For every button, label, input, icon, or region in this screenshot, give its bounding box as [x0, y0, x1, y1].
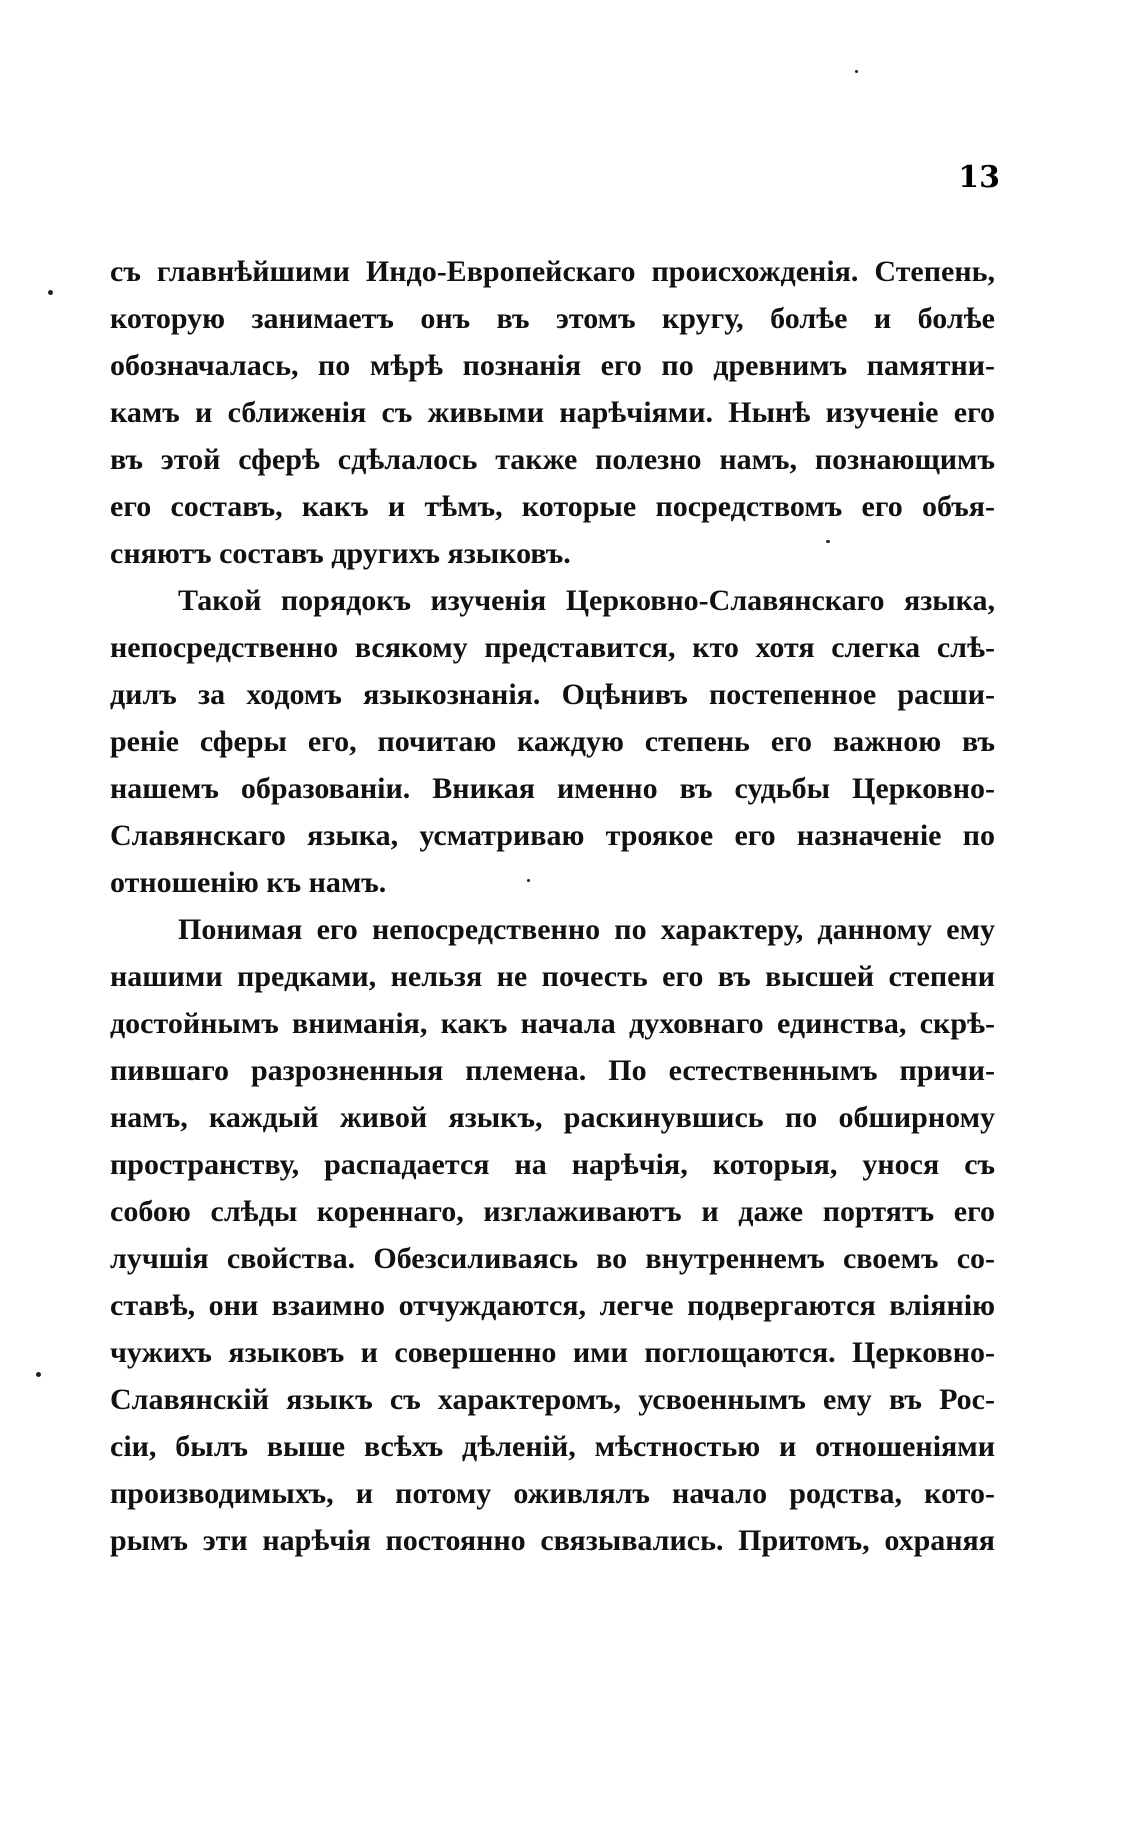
- text-line: въ этой сферѣ сдѣлалось также полезно намъ, познающимъ: [110, 443, 995, 476]
- text-line: Понимая его непосредственно по характеру, данному ему: [178, 913, 995, 946]
- paragraph-3: [110, 906, 995, 1564]
- text-line: нашими предками, нельзя не почесть его въ высшей степени: [110, 960, 995, 993]
- scan-speck: [826, 540, 830, 543]
- text-line: отношенію къ намъ.: [110, 866, 387, 899]
- text-line: обозначалась, по мѣрѣ познанія его по древнимъ памятни-: [110, 349, 995, 382]
- scan-speck: [855, 70, 858, 73]
- scan-speck: [48, 290, 53, 295]
- text-line: реніе сферы его, почитаю каждую степень его важною въ: [110, 725, 995, 758]
- page-number: 13: [958, 160, 1000, 195]
- text-line: сняютъ составъ другихъ языковъ.: [110, 537, 571, 570]
- text-line: Славянскій языкъ съ характеромъ, усвоеннымъ ему въ Рос-: [110, 1383, 995, 1416]
- scan-speck: [527, 879, 530, 882]
- text-line: достойнымъ вниманія, какъ начала духовнаго единства, скрѣ-: [110, 1007, 995, 1040]
- text-line: намъ, каждый живой языкъ, раскинувшись по обширному: [110, 1101, 995, 1134]
- text-line: рымъ эти нарѣчія постоянно связывались. Притомъ, охраняя: [110, 1524, 995, 1557]
- text-line: пившаго разрозненныя племена. По естественнымъ причи-: [110, 1054, 995, 1087]
- text-line: съ главнѣйшими Индо-Европейскаго происхожденія. Степень,: [110, 255, 995, 288]
- text-line: его составъ, какъ и тѣмъ, которые посредствомъ его объя-: [110, 490, 995, 523]
- body-text: [110, 248, 995, 1564]
- text-line: производимыхъ, и потому оживлялъ начало родства, кото-: [110, 1477, 995, 1510]
- text-line: Славянскаго языка, усматриваю троякое его назначеніе по: [110, 819, 995, 852]
- text-line: Такой порядокъ изученія Церковно-Славянскаго языка,: [178, 584, 995, 617]
- scan-speck: [36, 1372, 41, 1377]
- text-line: дилъ за ходомъ языкознанія. Оцѣнивъ постепенное расши-: [110, 678, 995, 711]
- text-line: которую занимаетъ онъ въ этомъ кругу, болѣе и болѣе: [110, 302, 995, 335]
- text-line: непосредственно всякому представится, кто хотя слегка слѣ-: [110, 631, 995, 664]
- text-line: лучшія свойства. Обезсиливаясь во внутреннемъ своемъ со-: [110, 1242, 995, 1275]
- text-line: нашемъ образованіи. Вникая именно въ судьбы Церковно-: [110, 772, 995, 805]
- text-line: собою слѣды кореннаго, изглаживаютъ и даже портятъ его: [110, 1195, 995, 1228]
- text-line: чужихъ языковъ и совершенно ими поглощаются. Церковно-: [110, 1336, 995, 1369]
- text-line: пространству, распадается на нарѣчія, которыя, унося съ: [110, 1148, 995, 1181]
- paragraph-1: [110, 248, 995, 577]
- text-line: камъ и сближенія съ живыми нарѣчіями. Нынѣ изученіе его: [110, 396, 995, 429]
- text-line: ставѣ, они взаимно отчуждаются, легче подвергаются вліянію: [110, 1289, 995, 1322]
- text-line: сіи, былъ выше всѣхъ дѣленій, мѣстностью и отношеніями: [110, 1430, 995, 1463]
- paragraph-2: [110, 577, 995, 906]
